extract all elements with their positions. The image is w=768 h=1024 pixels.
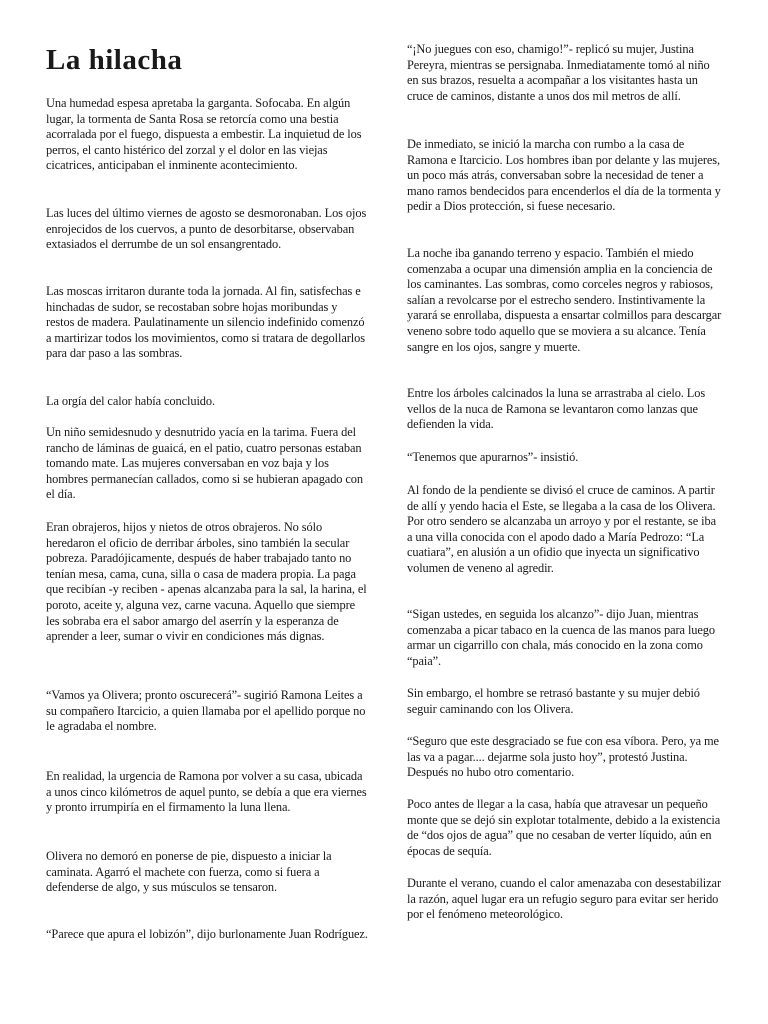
paragraph: Entre los árboles calcinados la luna se arrastraba al cielo. Los vellos de la nuca de Ramona se levantaron como lanzas que defienden la vida. — [407, 386, 706, 432]
paragraph: Poco antes de llegar a la casa, había que atravesar un pequeño monte que se dejó sin explotar totalmente, debido a la existencia de “dos ojos de agua” que no cesaban de verter líquido, aún en épocas de sequía. — [407, 797, 721, 858]
paragraph: Al fondo de la pendiente se divisó el cruce de caminos. A partir de allí y yendo hacia el Este, se llegaba a la casa de los Olivera. Por otro sendero se alcanzaba un arroyo y por el restante, se iba a una villa conocida con el apodo dado a María Pedrozo: “La cuatiara”, en alusión a un ofidio que inyecta un significativo volumen de veneno al agredir. — [407, 483, 716, 575]
paragraph: Las luces del último viernes de agosto se desmoronaban. Los ojos enrojecidos de los cuervos, a punto de desorbitarse, observaban extasiados el derrumbe de un sol ensangrentado. — [46, 206, 367, 252]
paragraph: La orgía del calor había concluido. — [46, 394, 215, 408]
paragraph: “Tenemos que apurarnos”- insistió. — [407, 450, 579, 464]
paragraph: “¡No juegues con eso, chamigo!”- replicó su mujer, Justina Pereyra, mientras se persignaba. Inmediatamente tomó al niño en sus brazos, resuelta a acompañar a los visitantes hasta un cruce de caminos, distante a unos dos mil metros de allí. — [407, 42, 710, 103]
paragraph: En realidad, la urgencia de Ramona por volver a su casa, ubicada a unos cinco kilómetros de aquel punto, se debía a que era viernes y pronto irrumpiría en el firmamento la luna llena. — [46, 769, 367, 815]
paragraph: “Parece que apura el lobizón”, dijo burlonamente Juan Rodríguez. — [46, 927, 368, 941]
paragraph: Sin embargo, el hombre se retrasó bastante y su mujer debió seguir caminando con los Olivera. — [407, 686, 700, 716]
paragraph: De inmediato, se inició la marcha con rumbo a la casa de Ramona e Itarcicio. Los hombres iban por delante y las mujeres, un poco más atrás, conversaban sobre la necesidad de tener a mano ramos bendecidos para encenderlos el día de la tormenta y pedir a Dios protección, si fuese necesario. — [407, 137, 721, 214]
paragraph: Un niño semidesnudo y desnutrido yacía en la tarima. Fuera del rancho de láminas de guaicá, en el patio, cuatro personas estaban tomando mate. Las mujeres conversaban en voz baja y los hombres permanecían callados, como si se hubieran apagado con el día. — [46, 425, 363, 502]
paragraph: Eran obrajeros, hijos y nietos de otros obrajeros. No sólo heredaron el oficio de derribar árboles, sino también la secular pobreza. Paradójicamente, después de haber trabajado tanto no tenían mesa, cama, cuna, silla o casa de madera propia. La paga que recibían -y reciben - apenas alcanzaba para la sal, la harina, el poroto, aceite y, alguna vez, carne vacuna. Aquello que siempre les sobraba era el sabor amargo del aserrín y la esperanza de aprender a leer, sumar o vivir en condiciones más dignas. — [46, 520, 367, 644]
paragraph: “Sigan ustedes, en seguida los alcanzo”- dijo Juan, mientras comenzaba a picar tabaco en la cuenca de las manos para luego armar un cigarrillo con chala, más conocido en la zona como “paia”. — [407, 607, 715, 668]
paragraph: Olivera no demoró en ponerse de pie, dispuesto a iniciar la caminata. Agarró el machete con fuerza, como si fuera a defenderse de algo, y sus músculos se tensaron. — [46, 849, 332, 895]
paragraph: “Seguro que este desgraciado se fue con esa víbora. Pero, ya me las va a pagar.... dejarme sola justo hoy”, protestó Justina. Después no hubo otro comentario. — [407, 734, 719, 780]
article-title: La hilacha — [46, 44, 183, 76]
paragraph: Durante el verano, cuando el calor amenazaba con desestabilizar la razón, aquel lugar era un refugio seguro para evitar ser herido por el fenómeno meteorológico. — [407, 876, 721, 922]
paragraph: “Vamos ya Olivera; pronto oscurecerá”- sugirió Ramona Leites a su compañero Itarcicio, a quien llamaba por el apellido porque no le agradaba el nombre. — [46, 688, 366, 734]
paragraph: Las moscas irritaron durante toda la jornada. Al fin, satisfechas e hinchadas de sudor, se recostaban sobre hojas moribundas y restos de madera. Paulatinamente un silencio indefinido comenzó a martirizar todos los movimientos, como si tratara de degollarlos para dar paso a las sombras. — [46, 284, 365, 361]
paragraph: Una humedad espesa apretaba la garganta. Sofocaba. En algún lugar, la tormenta de Santa Rosa se retorcía como una bestia acorralada por el fuego, dispuesta a embestir. La inquietud de los perros, el canto histérico del zorzal y el dolor en las viejas cicatrices, anticipaban el inminente acontecimiento. — [46, 96, 362, 173]
paragraph: La noche iba ganando terreno y espacio. También el miedo comenzaba a ocupar una dimensión amplia en la conciencia de los caminantes. Las sombras, como corceles negros y rabiosos, salían a revolcarse por el estrecho sendero. Instintivamente la yarará se enrollaba, dispuesta a ensartar colmillos para descargar veneno sobre todo aquello que se moviera a su alcance. Tenía sangre en los ojos, sangre y muerte. — [407, 246, 722, 354]
